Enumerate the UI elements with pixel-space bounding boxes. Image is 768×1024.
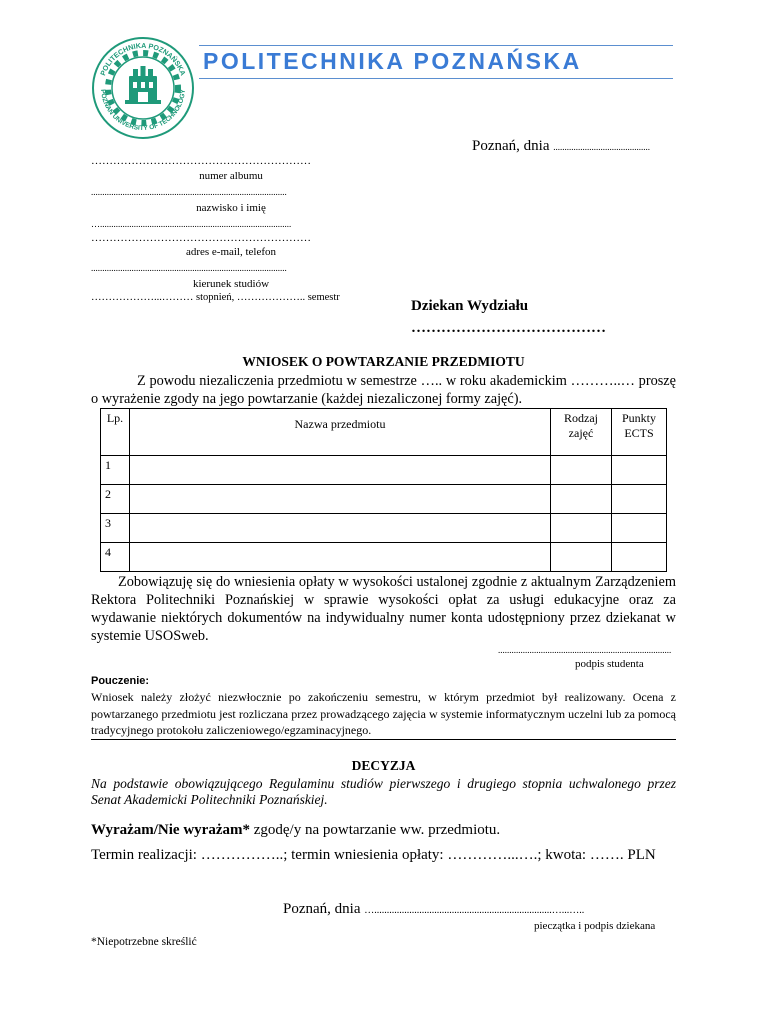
table-row <box>101 543 667 572</box>
album-line[interactable]: …………………………………………………… <box>91 155 311 167</box>
subject-name-cell[interactable] <box>130 543 551 572</box>
signature-dots[interactable]: ............................................................................. <box>498 645 672 655</box>
header-ects: Punkty ECTS <box>612 409 667 456</box>
dean-stamp-label: pieczątka i podpis dziekana <box>534 920 656 932</box>
institution-name: POLITECHNIKA POZNAŃSKA <box>203 48 582 74</box>
header-subject-name: Nazwa przedmiotu <box>130 409 551 456</box>
row-number: 2 <box>101 485 130 514</box>
course-line[interactable]: ....................................................................................... <box>91 263 287 273</box>
table-row <box>101 485 667 514</box>
consent-rest: zgodę/y na powtarzanie ww. przedmiotu. <box>249 822 501 838</box>
university-logo <box>91 36 195 140</box>
ects-cell[interactable] <box>612 543 667 572</box>
notice-text: Wniosek należy złożyć niezwłocznie po zakończeniu semestru, w którym przedmiot był realizowany. Ocena z powtarzanego przedmiotu jest rozliczana przez prowadzącego zajęcia w systemie informatycznym uczelni lub za pomocą tradycyjnego protokołu zaliczeniowego/egzaminacyjnego. <box>91 690 676 737</box>
album-label: numer albumu <box>199 170 263 182</box>
decision-title: DECYZJA <box>351 758 416 773</box>
contact-line-2[interactable]: …………………………………………………… <box>91 232 311 244</box>
addressee-title: Dziekan Wydziału <box>411 298 529 314</box>
ects-cell[interactable] <box>612 456 667 485</box>
row-number: 1 <box>101 456 130 485</box>
place-date-label: Poznań, dnia <box>472 138 550 154</box>
table-row <box>101 456 667 485</box>
subject-name-cell[interactable] <box>130 456 551 485</box>
decision-place-label: Poznań, dnia <box>283 901 361 917</box>
class-type-cell[interactable] <box>551 514 612 543</box>
notice-divider <box>91 739 676 740</box>
consent-line <box>91 822 500 839</box>
subject-name-cell[interactable] <box>130 514 551 543</box>
footnote: *Niepotrzebne skreślić <box>91 936 197 948</box>
name-line[interactable]: ....................................................................................... <box>91 187 287 197</box>
request-title: WNIOSEK O POWTARZANIE PRZEDMIOTU <box>242 354 525 369</box>
class-type-cell[interactable] <box>551 485 612 514</box>
logo-text-bottom: POZNAN UNIVERSITY OF TECHNOLOGY <box>98 89 188 133</box>
row-number: 3 <box>101 514 130 543</box>
decision-place-date <box>283 901 584 918</box>
notice-title: Pouczenie: <box>91 675 150 687</box>
deadline-line[interactable]: Termin realizacji: ……………..; termin wniesienia opłaty: …………...….; kwota: ……. PLN <box>91 847 656 863</box>
row-number: 4 <box>101 543 130 572</box>
table-header-row <box>101 409 667 456</box>
course-label: kierunek studiów <box>192 278 270 290</box>
ects-cell[interactable] <box>612 514 667 543</box>
class-type-cell[interactable] <box>551 543 612 572</box>
request-paragraph: Z powodu niezaliczenia przedmiotu w semestrze ….. w roku akademickim ………..… proszę o wyrażenie zgody na jego powtarzanie (każdej niezaliczonej formy zajęć). <box>91 373 676 407</box>
ects-cell[interactable] <box>612 485 667 514</box>
subjects-table <box>100 408 667 572</box>
contact-label: adres e-mail, telefon <box>185 246 277 258</box>
decision-date-dots[interactable]: ….......................................................................…...….. <box>364 905 585 916</box>
student-fields <box>91 154 371 305</box>
logo-text-top: POLITECHNIKA POZNAŃSKA <box>98 40 188 77</box>
name-label: nazwisko i imię <box>196 202 266 214</box>
header-lp: Lp. <box>101 409 130 456</box>
header-rule-top <box>199 45 673 46</box>
subject-name-cell[interactable] <box>130 485 551 514</box>
decision-basis: Na podstawie obowiązującego Regulaminu studiów pierwszego i drugiego stopnia uchwalonego przez Senat Akademicki Politechniki Poznańskiej. <box>91 776 676 807</box>
contact-line-1[interactable]: …..................................................................................... <box>91 219 292 229</box>
degree-semester-line[interactable]: ………………...……… stopnień, ……………….. semestr <box>91 292 340 303</box>
place-date <box>472 138 650 155</box>
table-row <box>101 514 667 543</box>
consent-choice[interactable]: Wyrażam/Nie wyrażam* <box>91 822 250 838</box>
header-rule-bottom <box>199 78 673 79</box>
addressee-dots[interactable]: ………………………………… <box>411 320 606 336</box>
header-class-type: Rodzaj zajęć <box>551 409 612 456</box>
class-type-cell[interactable] <box>551 456 612 485</box>
place-date-dots[interactable]: ........................................... <box>553 142 650 152</box>
payment-obligation: Zobowiązuję się do wniesienia opłaty w wysokości ustalonej zgodnie z aktualnym Zarządzeniem Rektora Politechniki Poznańskiej w sprawie wysokości opłat za usługi edukacyjne oraz za wydawanie niektórych dokumentów na indywidualny numer konta udostępniony przez dziekanat w systemie USOSweb. <box>91 574 676 644</box>
student-signature-label: podpis studenta <box>575 658 644 670</box>
